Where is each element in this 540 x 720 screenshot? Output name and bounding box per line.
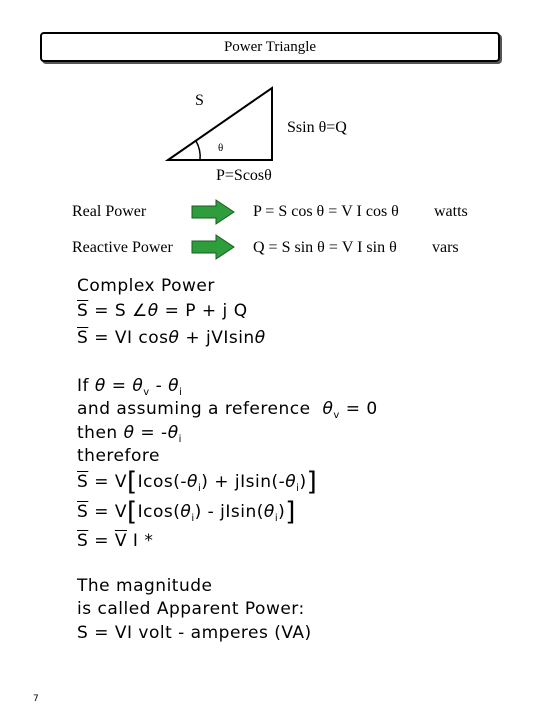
p-label: P=Scosθ bbox=[216, 167, 272, 184]
phasor-s: $\overline{S}$ bbox=[77, 301, 89, 321]
page-number: 7 bbox=[33, 694, 39, 704]
real-power-unit: watts bbox=[434, 203, 468, 220]
phasor-s: $\overline{S}$ bbox=[77, 502, 89, 522]
if-line: If $\theta = \theta_v - \theta_i$ bbox=[77, 376, 183, 398]
page-title: Power Triangle bbox=[223, 39, 317, 55]
angle-arc bbox=[196, 141, 200, 160]
title-box bbox=[40, 32, 500, 62]
theta-label: θ bbox=[218, 142, 224, 154]
phasor-s: $\overline{S}$ bbox=[77, 328, 89, 348]
phasor-v: $\overline{V}$ bbox=[114, 531, 127, 551]
magnitude-line-1: The magnitude bbox=[77, 576, 213, 596]
s-label: S bbox=[195, 92, 204, 109]
reactive-power-label: Reactive Power bbox=[72, 239, 173, 256]
real-power-formula: P = S cos θ = V I cos θ bbox=[253, 203, 399, 220]
result-line-3: $\overline{S} = \overline{V}$ I * bbox=[77, 531, 154, 551]
phasor-s: $\overline{S}$ bbox=[77, 531, 89, 551]
complex-line-2: $\overline{S}$ = VI cosθ + jVIsinθ bbox=[77, 328, 266, 348]
arrow-right-icon bbox=[190, 233, 236, 261]
phasor-s: $\overline{S}$ bbox=[77, 472, 89, 492]
arrow-right-icon bbox=[190, 198, 236, 226]
real-power-label: Real Power bbox=[72, 203, 147, 220]
complex-power-heading: Complex Power bbox=[77, 276, 215, 296]
therefore-line: therefore bbox=[77, 446, 160, 466]
result-line-1: $\overline{S} = V[Icos(-\theta_i) + jIsin(-\theta_i)]$ bbox=[77, 467, 318, 497]
reactive-power-unit: vars bbox=[432, 239, 459, 256]
result-line-2: $\overline{S} = V[Icos(\theta_i) - jIsin(\theta_i)]$ bbox=[77, 497, 296, 527]
reactive-power-formula: Q = S sin θ = V I sin θ bbox=[253, 239, 397, 256]
complex-line-1: $\overline{S} = S$ ∠θ = P + j Q bbox=[77, 301, 248, 321]
magnitude-line-2: is called Apparent Power: bbox=[77, 599, 305, 619]
then-line: then $\theta = -\theta_i$ bbox=[77, 423, 182, 445]
q-label: Ssin θ=Q bbox=[287, 119, 347, 136]
magnitude-line-3: S = VI volt - amperes (VA) bbox=[77, 623, 312, 643]
assume-line: and assuming a reference $\theta_v = 0$ bbox=[77, 399, 378, 421]
